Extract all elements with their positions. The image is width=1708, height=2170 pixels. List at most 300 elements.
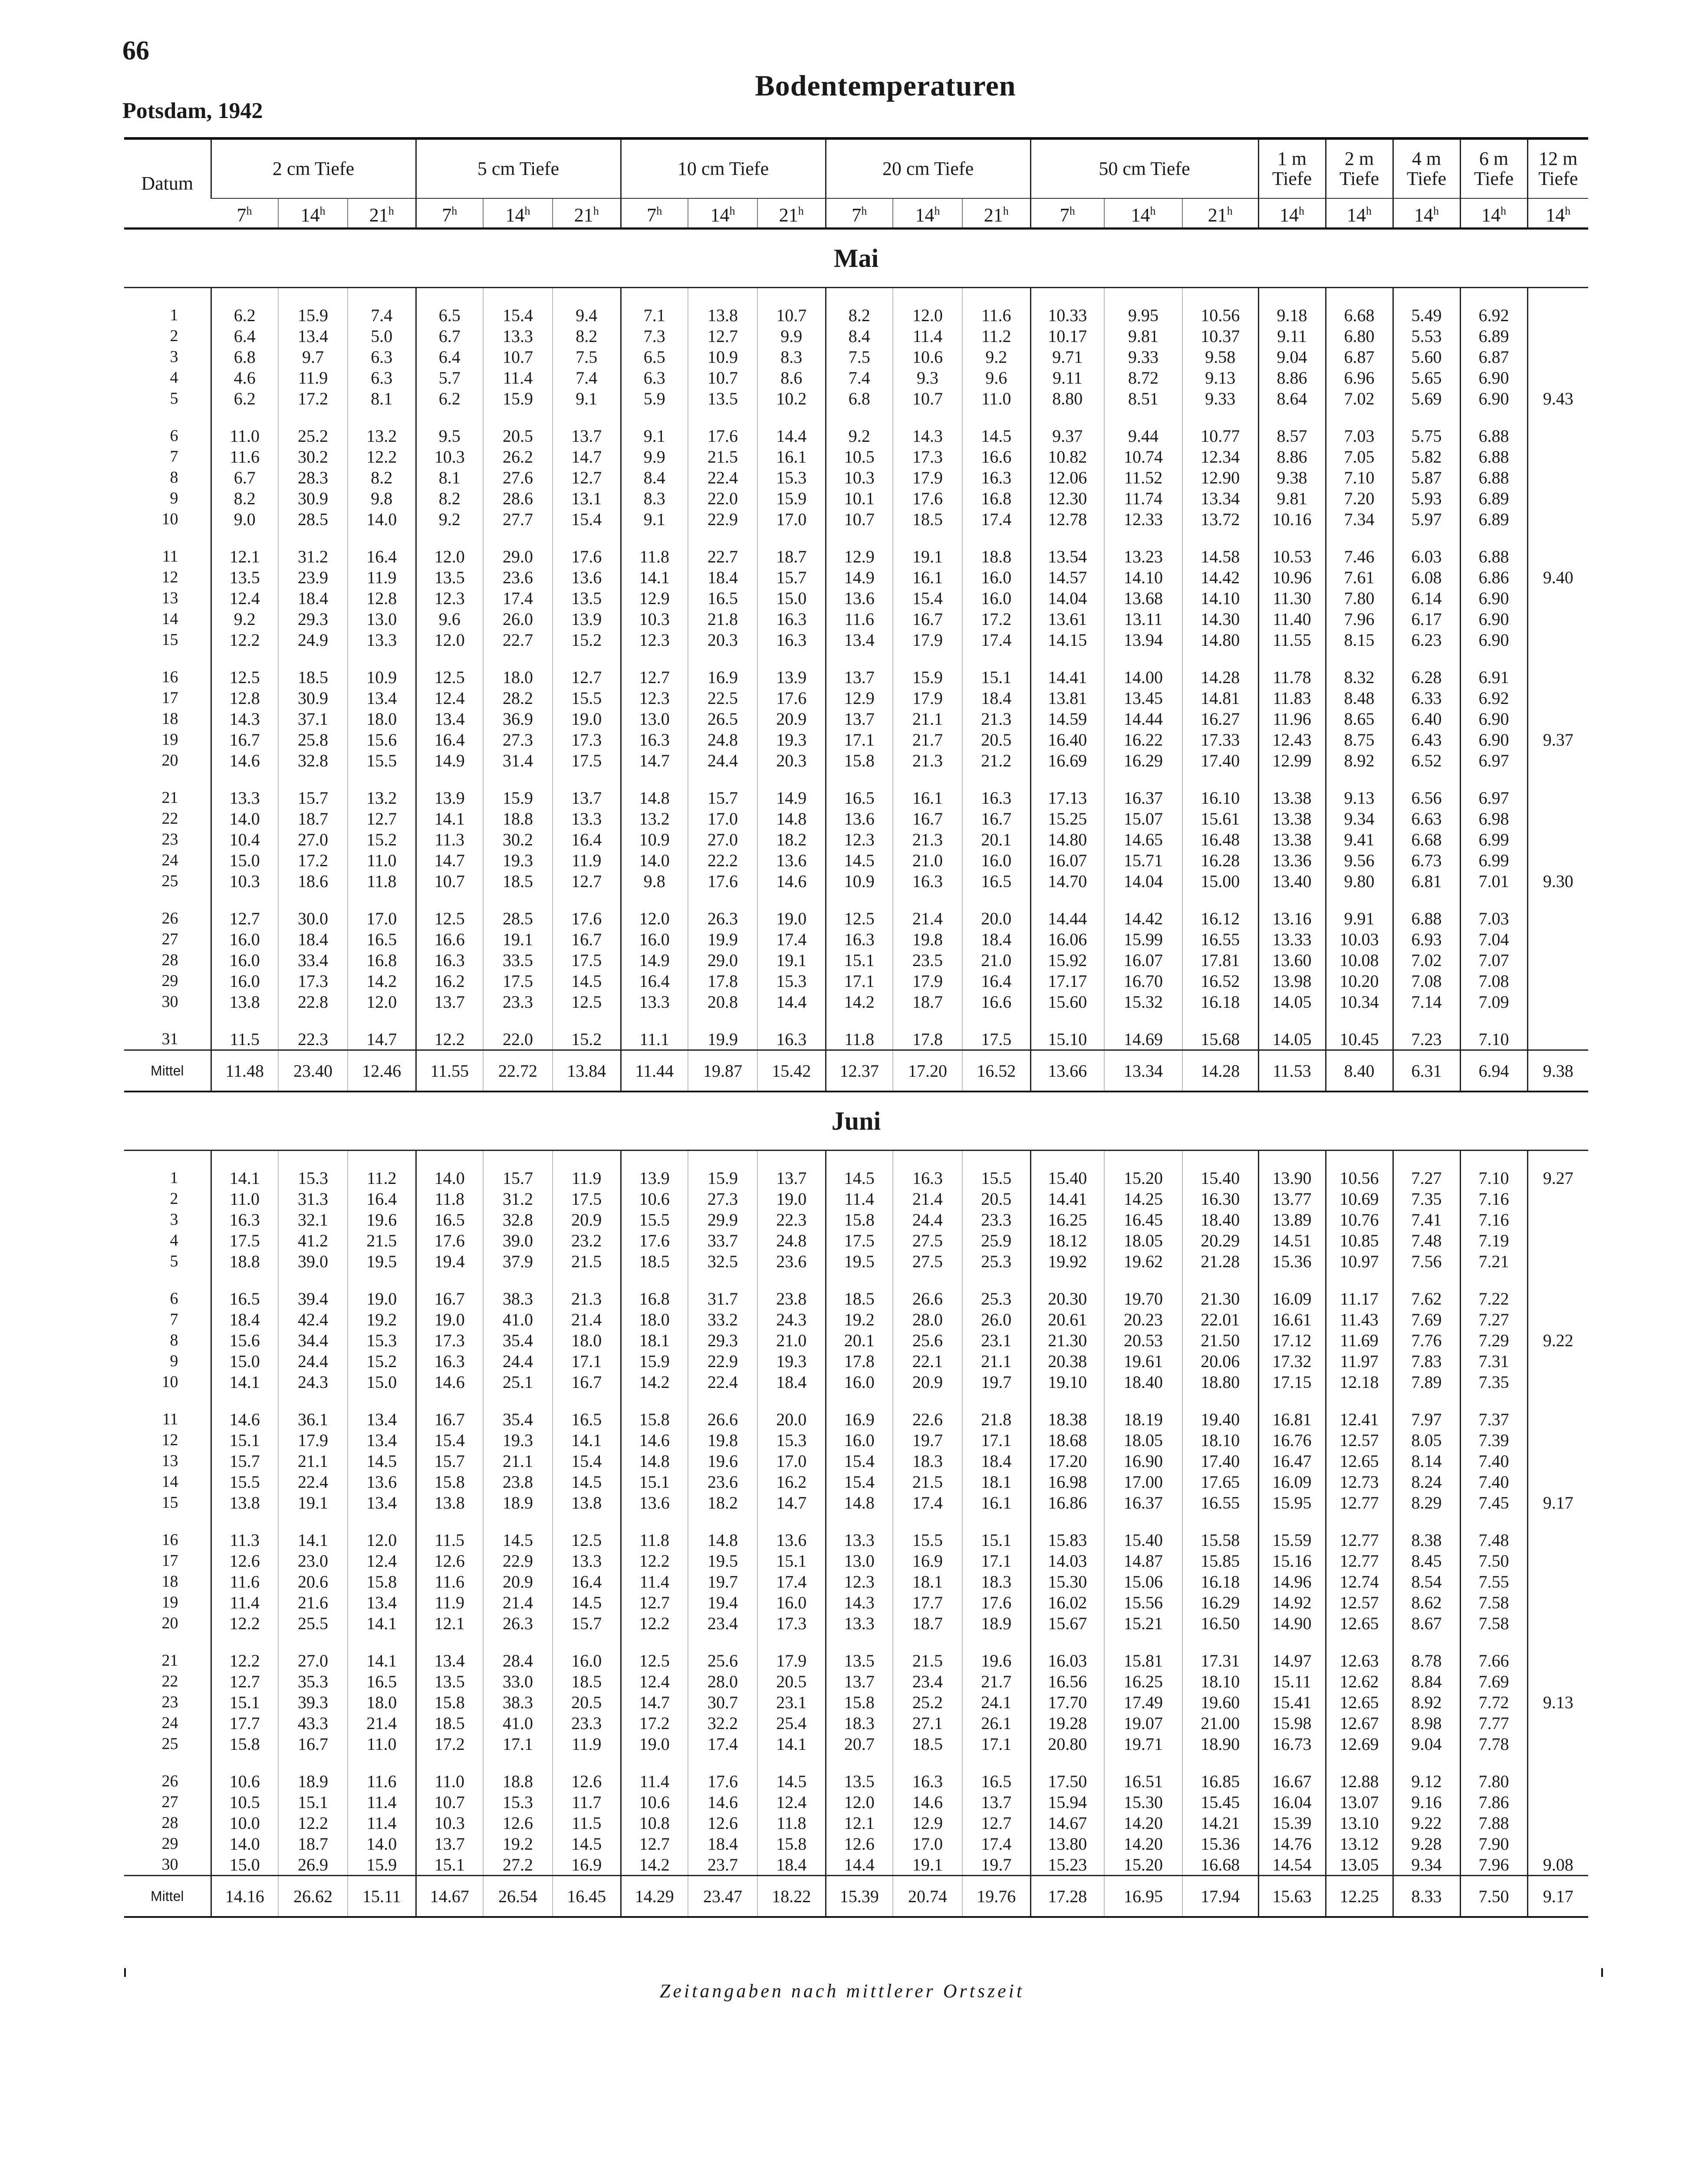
temperature-cell: 6.90 (1460, 388, 1527, 409)
temperature-cell: 21.30 (1030, 1330, 1104, 1351)
temperature-cell: 21.7 (962, 1671, 1030, 1692)
table-row (124, 771, 1588, 808)
temperature-cell: 15.95 (1258, 1492, 1326, 1513)
temperature-cell: 8.2 (416, 488, 483, 509)
temperature-cell: 15.1 (416, 1854, 483, 1876)
day-number: 6 (170, 427, 178, 445)
temperature-cell: 18.5 (826, 1272, 893, 1309)
temperature-cell: 18.2 (757, 829, 826, 850)
temperature-cell (1527, 1209, 1588, 1230)
temperature-cell: 11.5 (211, 1012, 278, 1050)
temperature-cell: 19.5 (348, 1251, 416, 1272)
temperature-cell: 18.9 (962, 1613, 1030, 1634)
temperature-cell: 12.7 (621, 1833, 688, 1854)
temperature-cell: 22.1 (893, 1351, 962, 1371)
temperature-cell: 14.1 (553, 1430, 621, 1450)
hour-letter: 7$^h$ (442, 204, 457, 226)
temperature-cell: 17.9 (893, 467, 962, 488)
temperature-cell (1527, 288, 1588, 326)
header-hour (1326, 198, 1393, 229)
temperature-cell: 15.39 (1258, 1812, 1326, 1833)
day-number: 13 (161, 1452, 178, 1470)
table-row (124, 850, 1588, 871)
temperature-cell: 16.6 (416, 929, 483, 950)
temperature-cell: 6.7 (211, 467, 278, 488)
hour-letter: 14$^h$ (915, 204, 940, 226)
temperature-cell: 12.7 (211, 891, 278, 929)
temperature-cell: 25.6 (688, 1634, 757, 1671)
temperature-cell: 13.4 (416, 708, 483, 729)
temperature-cell: 12.2 (278, 1812, 348, 1833)
temperature-cell: 43.3 (278, 1713, 348, 1733)
temperature-cell: 15.3 (278, 1151, 348, 1189)
temperature-cell: 10.8 (621, 1812, 688, 1833)
temperature-cell: 14.4 (757, 991, 826, 1012)
left-rule (124, 1968, 126, 1977)
temperature-cell: 26.9 (278, 1854, 348, 1876)
temperature-cell: 9.37 (1527, 729, 1588, 750)
table-row (124, 1692, 1588, 1713)
temperature-cell: 15.6 (211, 1330, 278, 1351)
temperature-cell: 18.5 (621, 1251, 688, 1272)
temperature-cell: 16.9 (893, 1550, 962, 1571)
day-number: 1 (170, 306, 178, 324)
day-number: 19 (161, 730, 178, 749)
temperature-cell: 12.3 (621, 629, 688, 650)
temperature-cell: 5.7 (416, 367, 483, 388)
temperature-cell: 16.5 (962, 1754, 1030, 1792)
temperature-cell: 26.3 (688, 891, 757, 929)
mean-value: 15.42 (757, 1050, 826, 1092)
temperature-cell: 12.9 (826, 687, 893, 708)
temperature-cell: 20.80 (1030, 1733, 1104, 1754)
temperature-cell: 22.0 (483, 1012, 553, 1050)
temperature-cell: 14.5 (757, 1754, 826, 1792)
temperature-cell: 8.14 (1393, 1450, 1460, 1471)
header-depth: 50 cm Tiefe (1030, 138, 1258, 198)
hour-letter: 21$^h$ (779, 204, 804, 226)
temperature-cell: 7.39 (1460, 1430, 1527, 1450)
header-depth: 1 m Tiefe (1258, 138, 1326, 198)
temperature-cell: 18.7 (893, 991, 962, 1012)
temperature-cell: 30.9 (278, 687, 348, 708)
temperature-cell: 13.5 (553, 588, 621, 608)
temperature-cell: 17.9 (893, 629, 962, 650)
temperature-cell: 10.1 (826, 488, 893, 509)
temperature-cell: 20.5 (757, 1671, 826, 1692)
temperature-cell: 16.5 (826, 771, 893, 808)
temperature-cell: 9.38 (1258, 467, 1326, 488)
temperature-cell: 32.8 (483, 1209, 553, 1230)
temperature-cell: 8.72 (1104, 367, 1182, 388)
temperature-cell: 19.1 (757, 950, 826, 970)
temperature-cell: 5.60 (1393, 346, 1460, 367)
temperature-cell: 7.07 (1460, 950, 1527, 970)
temperature-cell: 21.50 (1182, 1330, 1258, 1351)
temperature-cell: 21.3 (893, 829, 962, 850)
temperature-cell: 14.5 (553, 970, 621, 991)
temperature-cell: 15.36 (1182, 1833, 1258, 1854)
temperature-cell: 14.04 (1104, 871, 1182, 891)
temperature-cell: 15.36 (1258, 1251, 1326, 1272)
temperature-cell: 15.32 (1104, 991, 1182, 1012)
temperature-cell: 18.4 (278, 929, 348, 950)
hour-superscript: h (656, 204, 662, 217)
table-row (124, 1471, 1588, 1492)
temperature-cell: 17.6 (893, 488, 962, 509)
temperature-cell: 11.9 (348, 567, 416, 588)
temperature-cell: 14.30 (1182, 608, 1258, 629)
page-title: Bodentemperaturen (755, 69, 1016, 102)
temperature-cell: 12.69 (1326, 1733, 1393, 1754)
temperature-cell: 25.6 (893, 1330, 962, 1351)
temperature-cell: 13.5 (826, 1754, 893, 1792)
temperature-cell: 19.3 (483, 1430, 553, 1450)
temperature-cell: 30.2 (483, 829, 553, 850)
temperature-cell: 15.8 (826, 1692, 893, 1713)
temperature-cell: 14.1 (757, 1733, 826, 1754)
temperature-cell (1527, 850, 1588, 871)
temperature-cell: 7.58 (1460, 1613, 1527, 1634)
hour-letter: 14$^h$ (1280, 204, 1304, 226)
temperature-cell (1527, 1571, 1588, 1592)
temperature-cell: 22.0 (688, 488, 757, 509)
day-number: 7 (170, 1310, 178, 1328)
temperature-cell: 19.71 (1104, 1733, 1182, 1754)
temperature-cell: 12.0 (826, 1792, 893, 1812)
temperature-cell: 12.6 (688, 1812, 757, 1833)
temperature-cell: 28.3 (278, 467, 348, 488)
temperature-cell: 9.11 (1030, 367, 1104, 388)
temperature-cell: 7.41 (1393, 1209, 1460, 1230)
temperature-cell: 15.20 (1104, 1854, 1182, 1876)
temperature-cell: 14.9 (826, 567, 893, 588)
temperature-cell: 10.76 (1326, 1209, 1393, 1230)
temperature-cell: 10.56 (1326, 1151, 1393, 1189)
temperature-cell: 11.0 (211, 409, 278, 446)
temperature-cell: 14.5 (483, 1513, 553, 1550)
temperature-cell: 6.97 (1460, 771, 1527, 808)
temperature-cell: 16.6 (962, 446, 1030, 467)
temperature-cell: 12.65 (1326, 1613, 1393, 1634)
temperature-cell: 24.3 (757, 1309, 826, 1330)
temperature-cell: 12.0 (416, 529, 483, 567)
table-row (124, 1272, 1588, 1309)
temperature-cell: 16.86 (1030, 1492, 1104, 1513)
temperature-cell: 12.34 (1182, 446, 1258, 467)
day-number: 27 (161, 1793, 178, 1811)
temperature-cell: 6.81 (1393, 871, 1460, 891)
temperature-cell: 18.5 (893, 1733, 962, 1754)
temperature-cell: 18.05 (1104, 1430, 1182, 1450)
temperature-cell: 13.9 (553, 608, 621, 629)
temperature-cell: 6.14 (1393, 588, 1460, 608)
temperature-cell: 17.00 (1104, 1471, 1182, 1492)
temperature-cell: 27.5 (893, 1230, 962, 1251)
temperature-cell: 13.98 (1258, 970, 1326, 991)
temperature-cell: 9.0 (211, 509, 278, 529)
temperature-cell: 17.0 (757, 1450, 826, 1471)
temperature-cell: 9.5 (416, 409, 483, 446)
temperature-cell: 23.3 (553, 1713, 621, 1733)
temperature-cell: 13.7 (826, 1671, 893, 1692)
temperature-cell: 20.3 (688, 629, 757, 650)
temperature-cell: 15.06 (1104, 1571, 1182, 1592)
temperature-cell: 16.61 (1258, 1309, 1326, 1330)
temperature-cell: 6.56 (1393, 771, 1460, 808)
temperature-cell (1527, 1371, 1588, 1392)
temperature-cell: 12.2 (348, 446, 416, 467)
temperature-cell (1527, 629, 1588, 650)
temperature-cell: 33.5 (483, 950, 553, 970)
temperature-cell: 15.1 (211, 1692, 278, 1713)
temperature-cell: 14.20 (1104, 1833, 1182, 1854)
temperature-cell: 10.7 (893, 388, 962, 409)
temperature-cell: 11.1 (621, 1012, 688, 1050)
temperature-cell: 9.2 (826, 409, 893, 446)
temperature-cell: 15.9 (621, 1351, 688, 1371)
temperature-cell: 12.1 (416, 1613, 483, 1634)
temperature-cell: 21.3 (553, 1272, 621, 1309)
temperature-cell (1527, 1833, 1588, 1854)
day-number: 11 (162, 1410, 178, 1428)
temperature-cell: 16.1 (893, 771, 962, 808)
temperature-cell: 13.77 (1258, 1188, 1326, 1209)
temperature-cell: 9.22 (1527, 1330, 1588, 1351)
temperature-cell: 10.77 (1182, 409, 1258, 446)
temperature-cell: 7.50 (1460, 1550, 1527, 1571)
hour-letter: 14$^h$ (1131, 204, 1156, 226)
temperature-cell: 10.85 (1326, 1230, 1393, 1251)
temperature-cell: 16.7 (553, 1371, 621, 1392)
temperature-cell: 9.04 (1258, 346, 1326, 367)
footer-note: Zeitangaben nach mittlerer Ortszeit (659, 1980, 1025, 2002)
temperature-cell: 16.7 (416, 1272, 483, 1309)
temperature-cell: 17.2 (416, 1733, 483, 1754)
temperature-cell: 15.99 (1104, 929, 1182, 950)
temperature-cell: 15.41 (1258, 1692, 1326, 1713)
temperature-cell (1527, 1272, 1588, 1309)
temperature-cell: 14.6 (211, 750, 278, 771)
temperature-cell (1527, 1592, 1588, 1613)
temperature-cell: 17.4 (757, 1571, 826, 1592)
temperature-cell: 11.5 (416, 1513, 483, 1550)
hour-superscript: h (798, 204, 804, 217)
temperature-cell: 13.05 (1326, 1854, 1393, 1876)
temperature-cell: 17.5 (553, 1188, 621, 1209)
temperature-cell: 18.8 (483, 808, 553, 829)
temperature-cell: 11.6 (826, 608, 893, 629)
temperature-cell: 17.1 (553, 1351, 621, 1371)
temperature-cell: 13.7 (416, 991, 483, 1012)
temperature-cell: 23.5 (893, 950, 962, 970)
temperature-cell: 17.5 (553, 950, 621, 970)
day-number: 14 (161, 610, 178, 628)
temperature-cell (1527, 509, 1588, 529)
temperature-cell: 12.7 (621, 1592, 688, 1613)
temperature-cell: 9.7 (278, 346, 348, 367)
temperature-cell: 39.3 (278, 1692, 348, 1713)
temperature-cell: 5.87 (1393, 467, 1460, 488)
temperature-cell: 13.34 (1182, 488, 1258, 509)
temperature-cell: 12.18 (1326, 1371, 1393, 1392)
temperature-cell: 9.71 (1030, 346, 1104, 367)
temperature-cell (1527, 1351, 1588, 1371)
mean-value: 14.28 (1182, 1050, 1258, 1092)
temperature-cell: 17.31 (1182, 1634, 1258, 1671)
temperature-cell: 22.01 (1182, 1309, 1258, 1330)
table-row (124, 970, 1588, 991)
temperature-cell: 12.4 (757, 1792, 826, 1812)
temperature-cell: 25.8 (278, 729, 348, 750)
temperature-cell: 14.7 (416, 850, 483, 871)
mean-value: 22.72 (483, 1050, 553, 1092)
temperature-cell: 18.8 (211, 1251, 278, 1272)
temperature-cell: 17.1 (483, 1733, 553, 1754)
temperature-cell: 6.88 (1460, 446, 1527, 467)
header-depth-row (124, 138, 1588, 198)
temperature-cell: 9.80 (1326, 871, 1393, 891)
temperature-cell: 7.34 (1326, 509, 1393, 529)
temperature-cell: 20.5 (483, 409, 553, 446)
temperature-cell: 13.8 (688, 288, 757, 326)
header-depth: 4 m Tiefe (1393, 138, 1460, 198)
temperature-cell: 14.57 (1030, 567, 1104, 588)
day-number: 19 (161, 1593, 178, 1611)
hour-superscript: h (524, 204, 530, 217)
temperature-cell: 6.08 (1393, 567, 1460, 588)
temperature-cell: 11.4 (621, 1571, 688, 1592)
temperature-cell: 8.15 (1326, 629, 1393, 650)
temperature-cell: 9.95 (1104, 288, 1182, 326)
day-number: 25 (161, 872, 178, 890)
header-hour (553, 198, 621, 229)
temperature-cell (1527, 1754, 1588, 1792)
temperature-cell: 6.28 (1393, 650, 1460, 687)
temperature-cell: 9.43 (1527, 388, 1588, 409)
temperature-cell: 17.8 (688, 970, 757, 991)
temperature-cell: 16.25 (1104, 1671, 1182, 1692)
temperature-cell: 13.3 (483, 326, 553, 346)
temperature-cell: 12.5 (553, 991, 621, 1012)
temperature-cell: 11.3 (416, 829, 483, 850)
temperature-cell: 5.93 (1393, 488, 1460, 509)
temperature-cell: 11.4 (348, 1812, 416, 1833)
table-row (124, 1833, 1588, 1854)
table-row (124, 1854, 1588, 1876)
mittel-label: Mittel (124, 1050, 211, 1092)
temperature-cell: 7.86 (1460, 1792, 1527, 1812)
day-number: 3 (170, 1210, 178, 1229)
temperature-cell: 27.0 (278, 829, 348, 850)
temperature-cell: 29.9 (688, 1209, 757, 1230)
temperature-cell: 17.49 (1104, 1692, 1182, 1713)
temperature-cell: 17.0 (757, 509, 826, 529)
temperature-cell: 18.68 (1030, 1430, 1104, 1450)
temperature-cell: 14.05 (1258, 1012, 1326, 1050)
temperature-cell: 13.3 (211, 771, 278, 808)
temperature-cell: 7.66 (1460, 1634, 1527, 1671)
temperature-cell: 12.88 (1326, 1754, 1393, 1792)
day-number: 12 (161, 1431, 178, 1449)
day-number: 4 (170, 368, 178, 387)
temperature-cell: 14.4 (757, 409, 826, 446)
temperature-cell: 12.2 (621, 1613, 688, 1634)
temperature-cell: 6.89 (1460, 326, 1527, 346)
temperature-cell: 25.2 (278, 409, 348, 446)
temperature-cell: 8.29 (1393, 1492, 1460, 1513)
table-row (124, 1188, 1588, 1209)
temperature-cell: 7.55 (1460, 1571, 1527, 1592)
temperature-cell: 18.4 (688, 567, 757, 588)
temperature-cell: 15.71 (1104, 850, 1182, 871)
temperature-cell: 11.8 (348, 871, 416, 891)
temperature-cell: 16.3 (621, 729, 688, 750)
temperature-cell: 16.37 (1104, 1492, 1182, 1513)
temperature-cell: 13.5 (211, 567, 278, 588)
temperature-cell: 21.5 (893, 1471, 962, 1492)
temperature-cell: 8.92 (1326, 750, 1393, 771)
temperature-cell: 12.77 (1326, 1513, 1393, 1550)
temperature-cell: 13.10 (1326, 1812, 1393, 1833)
temperature-cell: 15.3 (483, 1792, 553, 1812)
temperature-cell: 15.5 (211, 1471, 278, 1492)
temperature-cell: 18.1 (893, 1571, 962, 1592)
temperature-cell: 14.5 (962, 409, 1030, 446)
temperature-cell: 9.27 (1527, 1151, 1588, 1189)
temperature-cell: 9.6 (416, 608, 483, 629)
day-number: 23 (161, 830, 178, 848)
temperature-cell: 18.5 (553, 1671, 621, 1692)
temperature-cell: 15.2 (348, 829, 416, 850)
temperature-cell: 19.0 (416, 1309, 483, 1330)
hour-letter: 7$^h$ (852, 204, 867, 226)
temperature-cell: 15.1 (211, 1430, 278, 1450)
temperature-cell: 14.6 (211, 1392, 278, 1430)
temperature-cell: 30.9 (278, 488, 348, 509)
day-number: 27 (161, 930, 178, 948)
temperature-cell: 20.9 (893, 1371, 962, 1392)
temperature-cell (1527, 1012, 1588, 1050)
temperature-cell: 14.42 (1104, 891, 1182, 929)
temperature-cell: 13.6 (621, 1492, 688, 1513)
temperature-cell: 5.49 (1393, 288, 1460, 326)
temperature-cell: 16.29 (1104, 750, 1182, 771)
temperature-cell: 12.9 (893, 1812, 962, 1833)
temperature-cell: 15.83 (1030, 1513, 1104, 1550)
temperature-cell: 11.6 (962, 288, 1030, 326)
temperature-cell: 7.76 (1393, 1330, 1460, 1351)
temperature-cell: 7.16 (1460, 1209, 1527, 1230)
table-row (124, 1492, 1588, 1513)
temperature-cell: 17.8 (893, 1012, 962, 1050)
temperature-cell: 26.6 (688, 1392, 757, 1430)
temperature-cell: 11.8 (416, 1188, 483, 1209)
temperature-cell: 8.1 (348, 388, 416, 409)
temperature-cell: 18.4 (962, 687, 1030, 708)
temperature-cell: 6.96 (1326, 367, 1393, 388)
temperature-cell: 17.2 (278, 388, 348, 409)
temperature-cell: 7.40 (1460, 1471, 1527, 1492)
temperature-cell: 16.0 (553, 1634, 621, 1671)
temperature-cell: 18.6 (278, 871, 348, 891)
temperature-cell: 13.54 (1030, 529, 1104, 567)
hour-superscript: h (1433, 204, 1439, 217)
header-hour (1258, 198, 1326, 229)
header-hour (1182, 198, 1258, 229)
temperature-cell: 9.2 (416, 509, 483, 529)
temperature-cell: 31.4 (483, 750, 553, 771)
